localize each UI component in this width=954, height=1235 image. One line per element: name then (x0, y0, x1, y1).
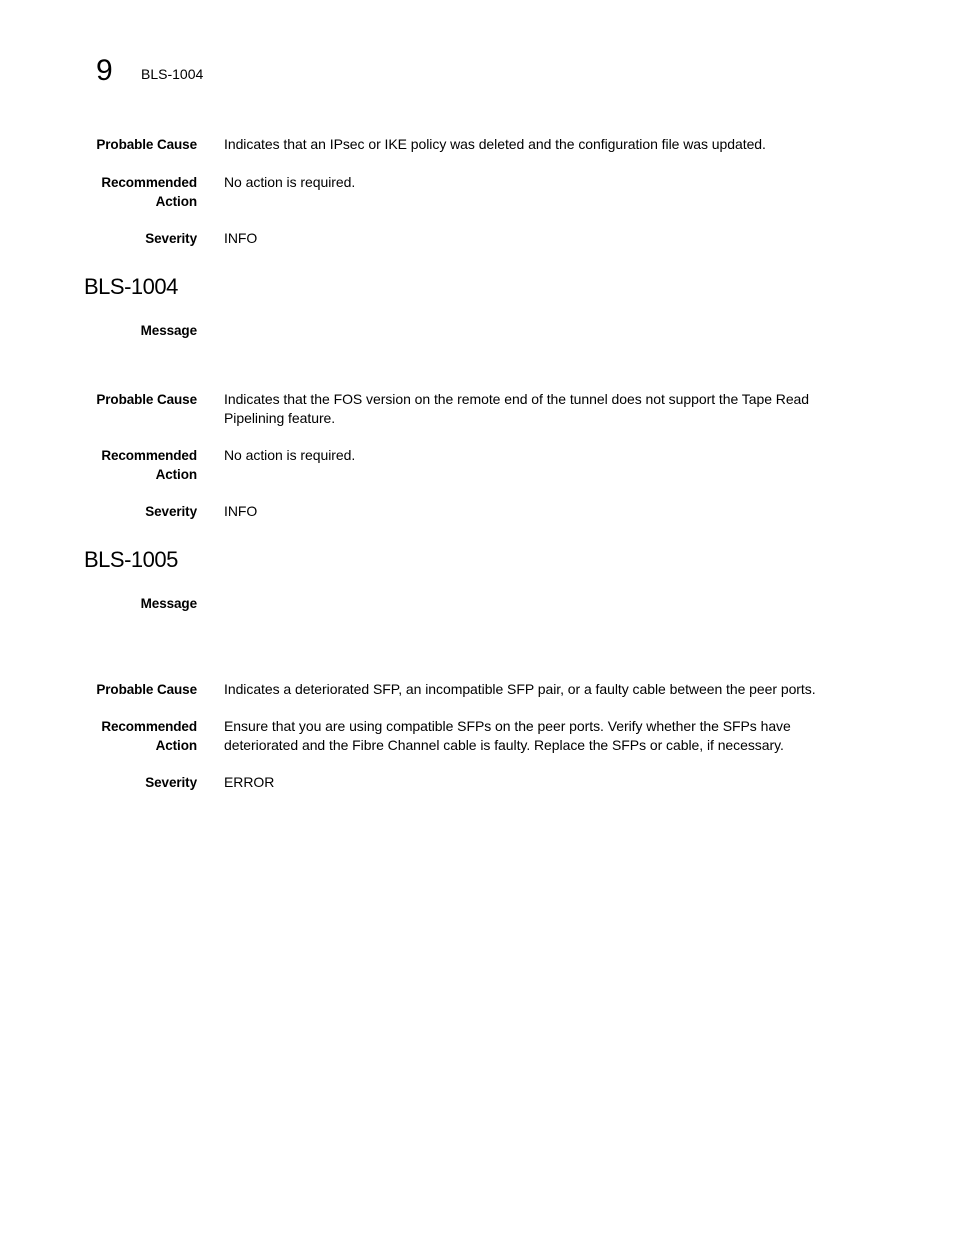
recommended-action-text: No action is required. (224, 174, 356, 190)
section-title-bls-1005: BLS-1005 (84, 547, 178, 572)
recommended-action-label: Recommended Action (101, 175, 197, 209)
section-title-bls-1004: BLS-1004 (84, 274, 178, 299)
probable-cause-label: Probable Cause (96, 392, 197, 407)
probable-cause-label: Probable Cause (96, 682, 197, 697)
severity-label: Severity (145, 231, 197, 246)
page-header (0, 0, 954, 100)
chapter-number: 9 (96, 54, 113, 87)
severity-label: Severity (145, 775, 197, 790)
probable-cause-text: Indicates a deteriorated SFP, an incompatible SFP pair, or a faulty cable between the peer ports. (224, 681, 816, 697)
recommended-action-label: Recommended Action (101, 719, 197, 753)
recommended-action-label: Recommended Action (101, 448, 197, 482)
message-label: Message (140, 323, 197, 338)
recommended-action-text: No action is required. (224, 447, 356, 463)
recommended-action-text: Ensure that you are using compatible SFPs on the peer ports. Verify whether the SFPs have deteriorated and the Fibre Channel cable is faulty. Replace the SFPs or cable, if necessary. (224, 718, 791, 753)
probable-cause-text: Indicates that the FOS version on the remote end of the tunnel does not support the Tape Read Pipelining feature. (224, 391, 810, 426)
message-label: Message (140, 596, 197, 611)
severity-value: INFO (224, 503, 258, 519)
probable-cause-label: Probable Cause (96, 137, 197, 152)
running-head: BLS-1004 (141, 66, 204, 82)
probable-cause-text: Indicates that an IPsec or IKE policy was deleted and the configuration file was updated. (224, 136, 766, 152)
severity-value: INFO (224, 230, 258, 246)
severity-label: Severity (145, 504, 197, 519)
severity-value: ERROR (224, 774, 275, 790)
